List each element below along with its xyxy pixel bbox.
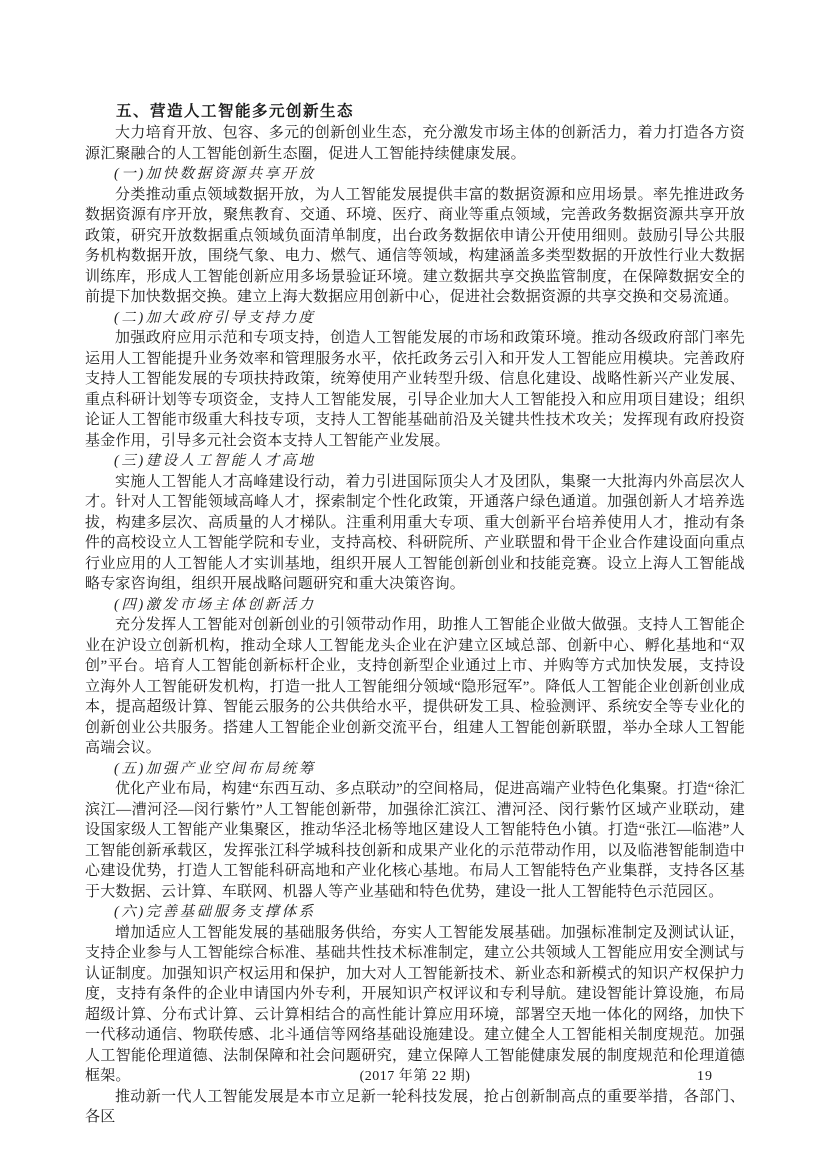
closing-paragraph: 推动新一代人工智能发展是本市立足新一轮科技发展，抢占创新制高点的重要举措，各部门、各区 bbox=[85, 1088, 745, 1125]
section-5-body: 优化产业布局，构建“东西互动、多点联动”的空间格局，促进高端产业特色化集聚。打造“徐汇滨江—漕河泾—闵行紫竹”人工智能创新带，加强徐汇滨江、漕河泾、闵行紫竹区域产业联动，建设国家级人工智能产业集聚区，推动华泾北杨等地区建设人工智能特色小镇。打造“张江—临港”人工智能创新承载区，发挥张江科学城科技创新和成果产业化的示范带动作用，以及临港智能制造中心建设优势，打造人工智能科研高地和产业化核心基地。布局人工智能特色产业集群，支持各区基于大数据、云计算、车联网、机器人等产业基础和特色优势，建设一批人工智能特色示范园区。 bbox=[85, 781, 745, 900]
section-6-body: 增加适应人工智能发展的基础服务供给，夯实人工智能发展基础。加强标准制定及测试认证，支持企业参与人工智能综合标准、基础共性技术标准制定，建立公共领域人工智能应用安全测试与认证制度。加强知识产权运用和保护，加大对人工智能新技术、新业态和新模式的知识产权保护力度，支持有条件的企业申请国内外专利，开展知识产权评议和专利导航。建设智能计算设施，布局超级计算、分布式计算、云计算相结合的高性能计算应用环境，部署空天地一体化的网络，加快下一代移动通信、物联传感、北斗通信等网络基础设施建设。建立健全人工智能相关制度规范。加强人工智能伦理道德、法制保障和社会问题研究，建立保障人工智能健康发展的制度规范和伦理道德框架。 bbox=[85, 924, 745, 1084]
section-3-heading: (三)建设人工智能人才高地 bbox=[114, 453, 316, 469]
section-2-heading: (二)加大政府引导支持力度 bbox=[114, 309, 316, 326]
page-title: 五、营造人工智能多元创新生态 bbox=[116, 102, 355, 120]
intro-paragraph: 大力培育开放、包容、多元的创新创业生态，充分激发市场主体的创新活力，着力打造各方资源汇聚融合的人工智能创新生态圈，促进人工智能持续健康发展。 bbox=[85, 125, 745, 162]
section-1-heading: (一)加快数据资源共享开放 bbox=[114, 166, 316, 182]
section-4-body: 充分发挥人工智能对创新创业的引领带动作用，助推人工智能企业做大做强。支持人工智能企业在沪设立创新机构，推动全球人工智能龙头企业在沪建立区域总部、创新中心、孵化基地和“双创”平台。培育人工智能创新标杆企业，支持创新型企业通过上市、并购等方式加快发展，支持设立海外人工智能研发机构，打造一批人工智能细分领域“隐形冠军”。降低人工智能企业创新创业成本，提高超级计算、智能云服务的公共供给水平，提供研发工具、检验测评、系统安全等专业化的创新创业公共服务。搭建人工智能企业创新交流平台，组建人工智能创新联盟，举办全球人工智能高端会议。 bbox=[85, 617, 745, 756]
section-4-heading: (四)激发市场主体创新活力 bbox=[114, 596, 316, 613]
section-1-body: 分类推动重点领域数据开放，为人工智能发展提供丰富的数据资源和应用场景。率先推进政务数据资源有序开放，聚焦教育、交通、环境、医疗、商业等重点领域，完善政务数据资源共享开放政策，研究开放数据重点领域负面清单制度，出台政务数据依申请公开使用细则。鼓励引导公共服务机构数据开放，围绕气象、电力、燃气、通信等领域，构建涵盖多类型数据的开放性行业大数据训练库，形成人工智能创新应用多场景验证环境。建立数据共享交换监管制度，在保障数据安全的前提下加快数据交换。建立上海大数据应用创新中心，促进社会数据资源的共享交换和交易流通。 bbox=[85, 186, 745, 305]
section-6-heading: (六)完善基础服务支撑体系 bbox=[114, 904, 316, 920]
section-5-heading: (五)加强产业空间布局统筹 bbox=[114, 760, 316, 777]
section-2-body: 加强政府应用示范和专项支持，创造人工智能发展的市场和政策环境。推动各级政府部门率先运用人工智能提升业务效率和管理服务水平，依托政务云引入和开发人工智能应用模块。完善政府支持人工智能发展的专项扶持政策，统筹使用产业转型升级、信息化建设、战略性新兴产业发展、重点科研计划等专项资金，支持人工智能发展，引导企业加大人工智能投入和应用项目建设；组织论证人工智能市级重大科技专项，支持人工智能基础前沿及关键共性技术攻关；发挥现有政府投资基金作用，引导多元社会资本支持人工智能产业发展。 bbox=[85, 330, 745, 449]
journal-issue-label: (2017 年第 22 期) bbox=[359, 1069, 471, 1084]
section-3-body: 实施人工智能人才高峰建设行动，着力引进国际顶尖人才及团队，集聚一大批海内外高层次人才。针对人工智能领域高峰人才，探索制定个性化政策，开通落户绿色通道。加强创新人才培养选拔，构建多层次、高质量的人才梯队。注重利用重大专项、重大创新平台培养使用人才，推动有条件的高校设立人工智能学院和专业，支持高校、科研院所、产业联盟和骨干企业合作建设面向重点行业应用的人工智能人才实训基地，组织开展人工智能创新创业和技能竞赛。设立上海人工智能战略专家咨询组，组织开展战略问题研究和重大决策咨询。 bbox=[85, 473, 745, 592]
page-footer bbox=[85, 1066, 745, 1088]
page-number: 19 bbox=[697, 1069, 713, 1084]
